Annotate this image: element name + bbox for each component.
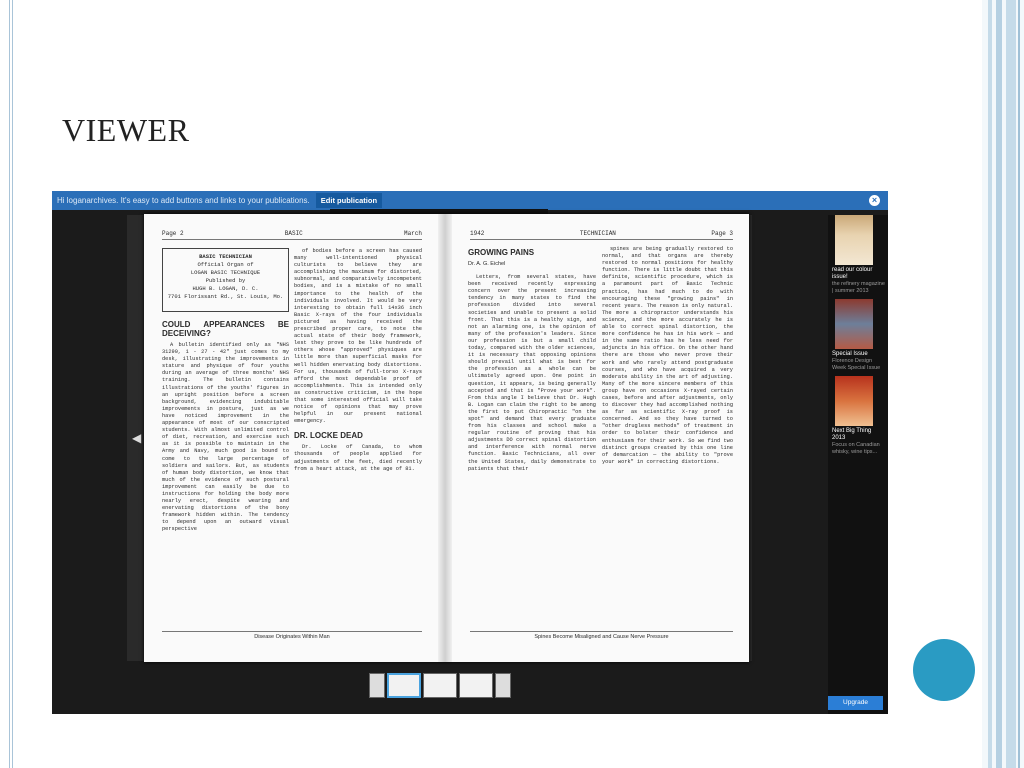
- book-gutter: [438, 214, 452, 662]
- decorative-circle: [913, 639, 975, 701]
- open-book: [144, 214, 749, 662]
- thumbnail-cover[interactable]: [369, 673, 385, 698]
- right-column-2: [602, 246, 733, 472]
- article-byline: Dr. A. G. Eichel: [468, 261, 506, 267]
- slide-frame-left: [9, 0, 13, 768]
- right-page-header: 1942 TECHNICIAN Page 3: [470, 230, 733, 240]
- left-page-footer: Disease Originates Within Man: [162, 631, 422, 640]
- article-title: GROWING PAINS: [468, 248, 535, 257]
- upgrade-button[interactable]: Upgrade: [828, 696, 883, 710]
- right-column-1: [468, 246, 596, 479]
- page-thumbnails: [369, 673, 511, 698]
- related-publications: [828, 215, 888, 714]
- article-body: A bulletin identified only as "NHS 31290, 1 - 27 - 42" just comes to my desk, illustrating the improvements in stature and physique of four youths during an average of three months' NHS training. The bulletin contains illustrations of the youths' figures in an upright position before a screen background, evidencing indubitable improvements in posture, just as we have noticed improvement in the appearance of most of our conscripted students. With almost unlimited control of diet, recreation, and exercise such as it is possible to maintain in the Army and Navy, much good is bound to come to the large percentage of soldiers and sailors. But, as students of human body distortion, we know that much of the evidence of such postural improvement can easily be due to instructions for holding the body more nearly erect, despite wearing and enervating distortions of the bony framework hidden within. The tendency to depend upon an outward visual perspective: [162, 342, 289, 533]
- left-column-1: [162, 318, 289, 540]
- right-page-footer: Spines Become Misaligned and Cause Nerve Pressure: [470, 631, 733, 640]
- notice-bar: [52, 191, 888, 210]
- thumbnail-back[interactable]: [495, 673, 511, 698]
- related-item[interactable]: read our colour issue! the refinery magazine | summer 2013: [832, 215, 886, 294]
- publication-viewer: [52, 191, 888, 714]
- previous-page-icon[interactable]: ◀: [132, 431, 142, 445]
- left-column-2: [294, 248, 422, 479]
- publication-cover[interactable]: [835, 215, 873, 265]
- article-title: COULD APPEARANCES BE DECEIVING?: [162, 320, 289, 338]
- thumbnail-pages-4-5[interactable]: [423, 673, 457, 698]
- slide-title: VIEWER: [62, 112, 190, 148]
- masthead-box: BASIC TECHNICIAN Official Organ of LOGAN BASIC TECHNIQUE Published by HUGH B. LOGAN, D. C. 7701 Florissant Rd., St. Louis, Mo.: [162, 248, 289, 312]
- close-icon[interactable]: ×: [869, 195, 880, 206]
- left-page-header: Page 2 BASIC March: [162, 230, 422, 240]
- left-page: [144, 214, 438, 662]
- right-page: [452, 214, 749, 662]
- related-item[interactable]: Next Big Thing 2013 Focus on Canadian whisky, wine tips...: [832, 376, 886, 455]
- thumbnail-pages-2-3[interactable]: [387, 673, 421, 698]
- article-body: Dr. Locke of Canada, to whom thousands of people applied for adjustments of the feet, died recently from a heart attack, at the age of 81.: [294, 444, 422, 472]
- slide-frame-right: [982, 0, 1024, 768]
- article-title: DR. LOCKE DEAD: [294, 431, 363, 441]
- article-body: spines are being gradually restored to normal, and that organs are thereby restored to normal positions for healthy function. There is little doubt that this definite, scientific procedure, which is a paramount part of Basic Technic practice, has had much to do with encouraging these "growing pains" in recent years. The reason is only natural. The more a chiropractor understands his science, and the more accurately he is able to correct spinal distortion, the more confidence he has in his work — and in the same ratio has he less need for adjuncts in his office. On the other hand there are those who never prove their work and who rarely attend postgraduate courses, and who have acquired a very moderate ability in the art of adjusting. Many of the more sincere members of this group have on occasions X-rayed certain cases, before and after adjustments, only to discover they had accomplished nothing as far as scientific X-ray proof is concerned. And so they have turned to "other drugless methods" of treatment in order to bolster their confidence and enthusiasm for their work. So we find two distinct groups created by this one line of demarcation — the ability to "prove your work" in correcting distortions.: [602, 246, 733, 465]
- thumbnail-pages-6-7[interactable]: [459, 673, 493, 698]
- publication-cover[interactable]: [835, 376, 873, 426]
- article-body: Letters, from several states, have been received recently expressing concern over the present increasing tendency in many states to find the profession divided into several societies and unable to present a solid front. That this is a healthy sign, and not an alarming one, is the opinion of many of the profession's leaders. Since our profession is but a small child today, compared with the older sciences, it is necessary that opposing opinions should prevail until what is best for the profession as a whole can be ultimately agreed upon. One point in question, it appears, is being generally accepted and that is "Prove your work". From this angle I believe that Dr. Hugh B. Logan can claim the right to be among the first to put Chiropractic "on the spot" and demand that every graduate from his classes and school make a regular routine of proving that his adjustments DO correct spinal distortion and interference with normal nerve function. Basic Technicians, all over the United States, daily demonstrate to patients that their: [468, 274, 596, 472]
- publication-cover[interactable]: [835, 299, 873, 349]
- article-body: of bodies before a screen has caused many well-intentioned physical culturists to believe they are accomplishing the maximum for distorted, subnormal, and comparatively incompetent bodies, and is a mistake of no small importance to the health of the individuals involved. It would be very interesting to obtain full 14x36 inch Basic X-rays of the four individuals pictured as having received the prescribed proper care, to note the actual state of their body framework, lest they prove to be like hundreds of others whose "approved" physiques are little more than superficial masks for well hidden enervating body distortions. For us, thousands of full-torso X-rays afford the most dependable proof of accomplishments. This is intended only as constructive criticism, in the hope that some interested official will take notice of opinions that may prove helpful in our present national emergency.: [294, 248, 422, 425]
- notice-text: Hi loganarchives. It's easy to add buttons and links to your publications.: [57, 196, 310, 205]
- edit-publication-button[interactable]: Edit publication: [316, 193, 382, 208]
- related-item[interactable]: Special Issue Florence Design Week Special Issue: [832, 299, 886, 371]
